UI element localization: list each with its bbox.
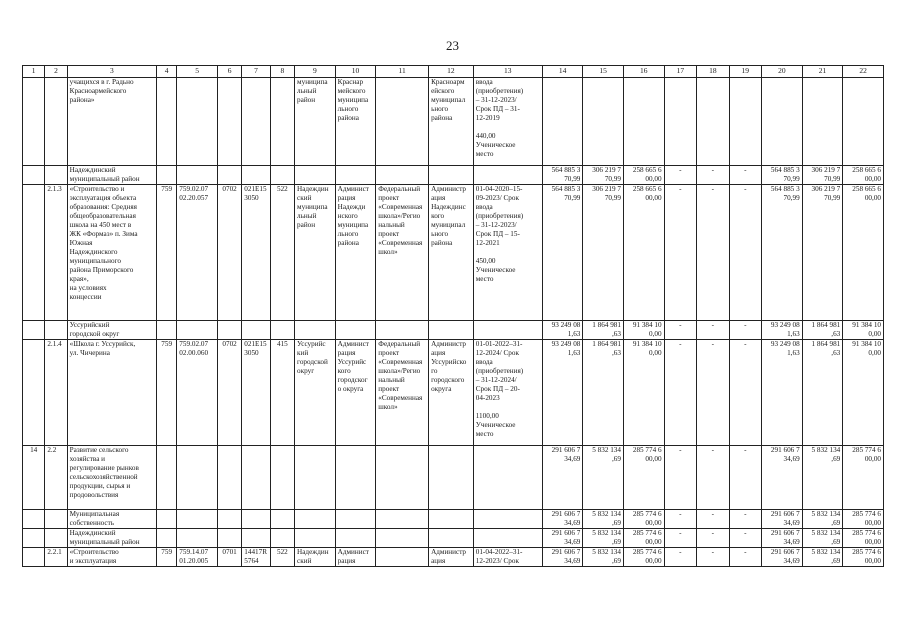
table-cell-col-3: учащихся в г. Радьно Красноармейского района» [67, 78, 156, 166]
table-cell-col-13 [473, 446, 542, 510]
table-row [23, 78, 884, 166]
table-cell-col-2 [45, 166, 67, 185]
table-cell-col-12: Администр ация [429, 548, 474, 567]
table-cell-col-18: - [697, 340, 729, 446]
table-cell-col-1 [23, 166, 45, 185]
header-col-9: 9 [295, 66, 336, 78]
table-cell-col-16: 91 384 10 0,00 [623, 321, 664, 340]
table-cell-col-9 [295, 529, 336, 548]
table-cell-col-5 [177, 166, 218, 185]
table-cell-col-2: 2.1.4 [45, 340, 67, 446]
table-cell-col-17: - [664, 340, 696, 446]
table-cell-col-9: Надеждин ский муниципа льный район [295, 185, 336, 321]
table-cell-col-4 [157, 78, 177, 166]
table-cell-col-14: 564 885 3 70,99 [542, 185, 583, 321]
table-cell-col-1 [23, 510, 45, 529]
table-cell-col-7 [242, 510, 270, 529]
table-cell-col-14: 93 249 08 1,63 [542, 340, 583, 446]
table-cell-col-7 [242, 321, 270, 340]
table-cell-col-3: Муниципальная собственность [67, 510, 156, 529]
header-col-15: 15 [583, 66, 624, 78]
table-cell-col-3: «Строительство и эксплуатация объекта образования: Средняя общеобразовательная школа на 450 мест в ЖК «Формаз» п. Зима Южная Надеждинского муниципального района Приморского края», на условиях концессии [67, 185, 156, 321]
table-cell-col-13: 01-04-2022–31- 12-2023/ Срок [473, 548, 542, 567]
table-cell-col-6: 0702 [217, 340, 241, 446]
header-col-4: 4 [157, 66, 177, 78]
table-cell-col-6 [217, 446, 241, 510]
header-col-22: 22 [843, 66, 884, 78]
table-cell-col-3: «Школа г. Уссурийск, ул. Чичерина [67, 340, 156, 446]
table-cell-col-9: муниципа льный район [295, 78, 336, 166]
table-cell-col-20: 564 885 3 70,99 [762, 185, 803, 321]
table-cell-col-3: Уссурийский городской округ [67, 321, 156, 340]
table-cell-col-6 [217, 529, 241, 548]
table-cell-col-7 [242, 166, 270, 185]
table-cell-col-10 [335, 529, 376, 548]
table-cell-col-21: 306 219 7 70,99 [802, 185, 843, 321]
table-cell-col-13: ввода (приобретения) – 31-12-2023/ Срок ПД – 31- 12-2019 440,00 Ученическое место [473, 78, 542, 166]
table-cell-col-5 [177, 321, 218, 340]
table-cell-col-10: Админист рация Надежди нского муниципа льного района [335, 185, 376, 321]
table-cell-col-5: 759.14.07 01.20.005 [177, 548, 218, 567]
table-cell-col-4: 759 [157, 548, 177, 567]
table-cell-col-19 [729, 78, 761, 166]
table-cell-col-12 [429, 510, 474, 529]
table-row [23, 340, 884, 446]
table-cell-col-5 [177, 510, 218, 529]
table-cell-col-6 [217, 321, 241, 340]
table-cell-col-7: 021Е15 3050 [242, 340, 270, 446]
table-cell-col-5 [177, 78, 218, 166]
table-cell-col-16: 285 774 6 00,00 [623, 446, 664, 510]
table-cell-col-4 [157, 321, 177, 340]
table-cell-col-4 [157, 529, 177, 548]
table-cell-col-15: 5 832 134 ,69 [583, 446, 624, 510]
table-cell-col-1: 14 [23, 446, 45, 510]
table-cell-col-1 [23, 78, 45, 166]
table-row [23, 548, 884, 567]
table-cell-col-8 [270, 321, 294, 340]
table-cell-col-10: Админист рация Уссурийс кого городског о округа [335, 340, 376, 446]
table-cell-col-7 [242, 446, 270, 510]
table-cell-col-7 [242, 529, 270, 548]
header-col-1: 1 [23, 66, 45, 78]
table-cell-col-21: 306 219 7 70,99 [802, 166, 843, 185]
table-cell-col-9 [295, 510, 336, 529]
table-cell-col-8 [270, 529, 294, 548]
table-cell-col-11 [376, 446, 429, 510]
table-cell-col-1 [23, 185, 45, 321]
header-col-10: 10 [335, 66, 376, 78]
table-cell-col-8: 522 [270, 185, 294, 321]
table-cell-col-10 [335, 321, 376, 340]
table-cell-col-22: 258 665 6 00,00 [843, 166, 884, 185]
table-cell-col-22: 258 665 6 00,00 [843, 185, 884, 321]
table-cell-col-20: 564 885 3 70,99 [762, 166, 803, 185]
table-cell-col-21: 5 832 134 ,69 [802, 446, 843, 510]
table-cell-col-17: - [664, 446, 696, 510]
investment-table [22, 65, 884, 567]
table-cell-col-21: 1 864 981 ,63 [802, 340, 843, 446]
header-col-21: 21 [802, 66, 843, 78]
table-cell-col-7 [242, 78, 270, 166]
table-row [23, 529, 884, 548]
header-col-8: 8 [270, 66, 294, 78]
header-col-17: 17 [664, 66, 696, 78]
table-cell-col-18: - [697, 185, 729, 321]
table-cell-col-20: 93 249 08 1,63 [762, 321, 803, 340]
table-cell-col-11: Федеральный проект «Современная школа»/Регио нальный проект «Современная школ» [376, 185, 429, 321]
table-cell-col-6: 0701 [217, 548, 241, 567]
table-cell-col-15 [583, 78, 624, 166]
table-cell-col-11 [376, 321, 429, 340]
header-col-2: 2 [45, 66, 67, 78]
table-row [23, 166, 884, 185]
table-cell-col-4: 759 [157, 185, 177, 321]
table-cell-col-6 [217, 510, 241, 529]
table-cell-col-19: - [729, 321, 761, 340]
table-cell-col-12 [429, 529, 474, 548]
table-cell-col-13 [473, 510, 542, 529]
table-cell-col-19: - [729, 510, 761, 529]
table-cell-col-17 [664, 78, 696, 166]
table-cell-col-9 [295, 166, 336, 185]
table-cell-col-17: - [664, 321, 696, 340]
table-cell-col-16: 285 774 6 00,00 [623, 529, 664, 548]
table-cell-col-17: - [664, 529, 696, 548]
table-cell-col-19: - [729, 548, 761, 567]
table-cell-col-16: 258 665 6 00,00 [623, 185, 664, 321]
table-cell-col-4: 759 [157, 340, 177, 446]
table-cell-col-18: - [697, 548, 729, 567]
table-cell-col-14: 291 606 7 34,69 [542, 510, 583, 529]
header-col-6: 6 [217, 66, 241, 78]
table-cell-col-22 [843, 78, 884, 166]
table-cell-col-1 [23, 321, 45, 340]
table-cell-col-11 [376, 78, 429, 166]
table-cell-col-7: 021Е15 3050 [242, 185, 270, 321]
header-col-12: 12 [429, 66, 474, 78]
table-cell-col-14: 291 606 7 34,69 [542, 529, 583, 548]
table-cell-col-13 [473, 529, 542, 548]
table-cell-col-11 [376, 529, 429, 548]
table-cell-col-15: 5 832 134 ,69 [583, 510, 624, 529]
table-cell-col-6: 0702 [217, 185, 241, 321]
table-cell-col-9: Уссурийс кий городской округ [295, 340, 336, 446]
table-cell-col-11: Федеральный проект «Современная школа»/Регио нальный проект «Современная школ» [376, 340, 429, 446]
table-cell-col-17: - [664, 510, 696, 529]
table-cell-col-16: 91 384 10 0,00 [623, 340, 664, 446]
table-cell-col-19: - [729, 446, 761, 510]
table-row [23, 185, 884, 321]
table-cell-col-11 [376, 166, 429, 185]
table-cell-col-2 [45, 510, 67, 529]
table-cell-col-15: 1 864 981 ,63 [583, 340, 624, 446]
header-col-18: 18 [697, 66, 729, 78]
table-cell-col-8 [270, 166, 294, 185]
table-cell-col-1 [23, 340, 45, 446]
table-cell-col-15: 306 219 7 70,99 [583, 185, 624, 321]
table-cell-col-6 [217, 166, 241, 185]
table-cell-col-5 [177, 446, 218, 510]
table-cell-col-13 [473, 321, 542, 340]
table-cell-col-21: 5 832 134 ,69 [802, 529, 843, 548]
table-cell-col-12 [429, 321, 474, 340]
table-cell-col-4 [157, 510, 177, 529]
table-cell-col-8 [270, 446, 294, 510]
table-cell-col-9 [295, 446, 336, 510]
table-cell-col-11 [376, 548, 429, 567]
table-cell-col-10 [335, 510, 376, 529]
header-col-20: 20 [762, 66, 803, 78]
table-cell-col-3: Надеждинский муниципальный район [67, 166, 156, 185]
table-cell-col-8 [270, 78, 294, 166]
table-cell-col-22: 285 774 6 00,00 [843, 510, 884, 529]
table-cell-col-20: 291 606 7 34,69 [762, 529, 803, 548]
table-cell-col-20: 291 606 7 34,69 [762, 510, 803, 529]
table-cell-col-21: 1 864 981 ,63 [802, 321, 843, 340]
table-cell-col-21 [802, 78, 843, 166]
table-cell-col-9: Надеждин ский [295, 548, 336, 567]
table-cell-col-3: Развитие сельского хозяйства и регулирование рынков сельскохозяйственной продукции, сырья и продовольствия [67, 446, 156, 510]
page-number: 23 [446, 38, 459, 53]
table-cell-col-2 [45, 529, 67, 548]
table-cell-col-19: - [729, 529, 761, 548]
table-cell-col-7: 14417R 5764 [242, 548, 270, 567]
table-cell-col-16: 285 774 6 00,00 [623, 548, 664, 567]
table-cell-col-22: 91 384 10 0,00 [843, 321, 884, 340]
table-cell-col-20: 291 606 7 34,69 [762, 446, 803, 510]
table-cell-col-14 [542, 78, 583, 166]
table-cell-col-12: Красноарм ейского муниципал ьного района [429, 78, 474, 166]
table-cell-col-3: Надеждинский муниципальный район [67, 529, 156, 548]
table-cell-col-16 [623, 78, 664, 166]
table-cell-col-14: 291 606 7 34,69 [542, 548, 583, 567]
table-cell-col-13: 01-04-2020–15- 09-2023/ Срок ввода (приобретения) – 31-12-2023/ Срок ПД – 15- 12-2021 450,00 Ученическое место [473, 185, 542, 321]
table-cell-col-21: 5 832 134 ,69 [802, 548, 843, 567]
table-cell-col-19: - [729, 340, 761, 446]
table-cell-col-13 [473, 166, 542, 185]
table-cell-col-10 [335, 166, 376, 185]
table-cell-col-15: 306 219 7 70,99 [583, 166, 624, 185]
table-cell-col-10: Краснар мейского муниципа льного района [335, 78, 376, 166]
table-cell-col-4 [157, 446, 177, 510]
table-cell-col-11 [376, 510, 429, 529]
table-cell-col-2 [45, 321, 67, 340]
table-cell-col-5 [177, 529, 218, 548]
table-cell-col-1 [23, 529, 45, 548]
table-cell-col-13: 01-01-2022–31- 12-2024/ Срок ввода (приобретения) – 31-12-2024/ Срок ПД – 20- 04-2023 1100,00 Ученическое место [473, 340, 542, 446]
table-row [23, 510, 884, 529]
table-cell-col-21: 5 832 134 ,69 [802, 510, 843, 529]
table-cell-col-18 [697, 78, 729, 166]
table-cell-col-15: 1 864 981 ,63 [583, 321, 624, 340]
table-cell-col-12 [429, 166, 474, 185]
table-cell-col-12: Администр ация Надеждинс кого муниципал ьного района [429, 185, 474, 321]
table-cell-col-8: 522 [270, 548, 294, 567]
table-cell-col-18: - [697, 166, 729, 185]
table-cell-col-2: 2.2.1 [45, 548, 67, 567]
table-cell-col-12 [429, 446, 474, 510]
table-cell-col-2: 2.1.3 [45, 185, 67, 321]
table-cell-col-14: 564 885 3 70,99 [542, 166, 583, 185]
header-col-13: 13 [473, 66, 542, 78]
table-cell-col-10 [335, 446, 376, 510]
table-cell-col-18: - [697, 446, 729, 510]
table-cell-col-15: 5 832 134 ,69 [583, 548, 624, 567]
table-cell-col-18: - [697, 529, 729, 548]
table-row [23, 446, 884, 510]
table-cell-col-9 [295, 321, 336, 340]
table-cell-col-6 [217, 78, 241, 166]
table-cell-col-22: 285 774 6 00,00 [843, 548, 884, 567]
table-cell-col-17: - [664, 548, 696, 567]
table-cell-col-8 [270, 510, 294, 529]
table-cell-col-18: - [697, 321, 729, 340]
header-col-3: 3 [67, 66, 156, 78]
table-cell-col-17: - [664, 185, 696, 321]
table-cell-col-4 [157, 166, 177, 185]
table-cell-col-2: 2.2 [45, 446, 67, 510]
header-col-11: 11 [376, 66, 429, 78]
table-cell-col-20: 93 249 08 1,63 [762, 340, 803, 446]
header-col-19: 19 [729, 66, 761, 78]
table-cell-col-15: 5 832 134 ,69 [583, 529, 624, 548]
table-cell-col-22: 91 384 10 0,00 [843, 340, 884, 446]
header-row [23, 66, 884, 78]
table-cell-col-5: 759.02.07 02.20.057 [177, 185, 218, 321]
table-cell-col-22: 285 774 6 00,00 [843, 446, 884, 510]
table-cell-col-16: 258 665 6 00,00 [623, 166, 664, 185]
table-cell-col-8: 415 [270, 340, 294, 446]
table-cell-col-20 [762, 78, 803, 166]
table-cell-col-3: «Строительство и эксплуатация [67, 548, 156, 567]
table-cell-col-12: Администр ация Уссурийско го городского округа [429, 340, 474, 446]
table-cell-col-19: - [729, 166, 761, 185]
header-col-7: 7 [242, 66, 270, 78]
table-cell-col-2 [45, 78, 67, 166]
header-col-16: 16 [623, 66, 664, 78]
table-cell-col-18: - [697, 510, 729, 529]
table-cell-col-19: - [729, 185, 761, 321]
header-col-14: 14 [542, 66, 583, 78]
table-cell-col-17: - [664, 166, 696, 185]
table-cell-col-1 [23, 548, 45, 567]
table-cell-col-20: 291 606 7 34,69 [762, 548, 803, 567]
table-cell-col-14: 93 249 08 1,63 [542, 321, 583, 340]
table-row [23, 321, 884, 340]
table-cell-col-10: Админист рация [335, 548, 376, 567]
header-col-5: 5 [177, 66, 218, 78]
table-cell-col-22: 285 774 6 00,00 [843, 529, 884, 548]
table-cell-col-5: 759.02.07 02.00.060 [177, 340, 218, 446]
table-cell-col-14: 291 606 7 34,69 [542, 446, 583, 510]
table-cell-col-16: 285 774 6 00,00 [623, 510, 664, 529]
